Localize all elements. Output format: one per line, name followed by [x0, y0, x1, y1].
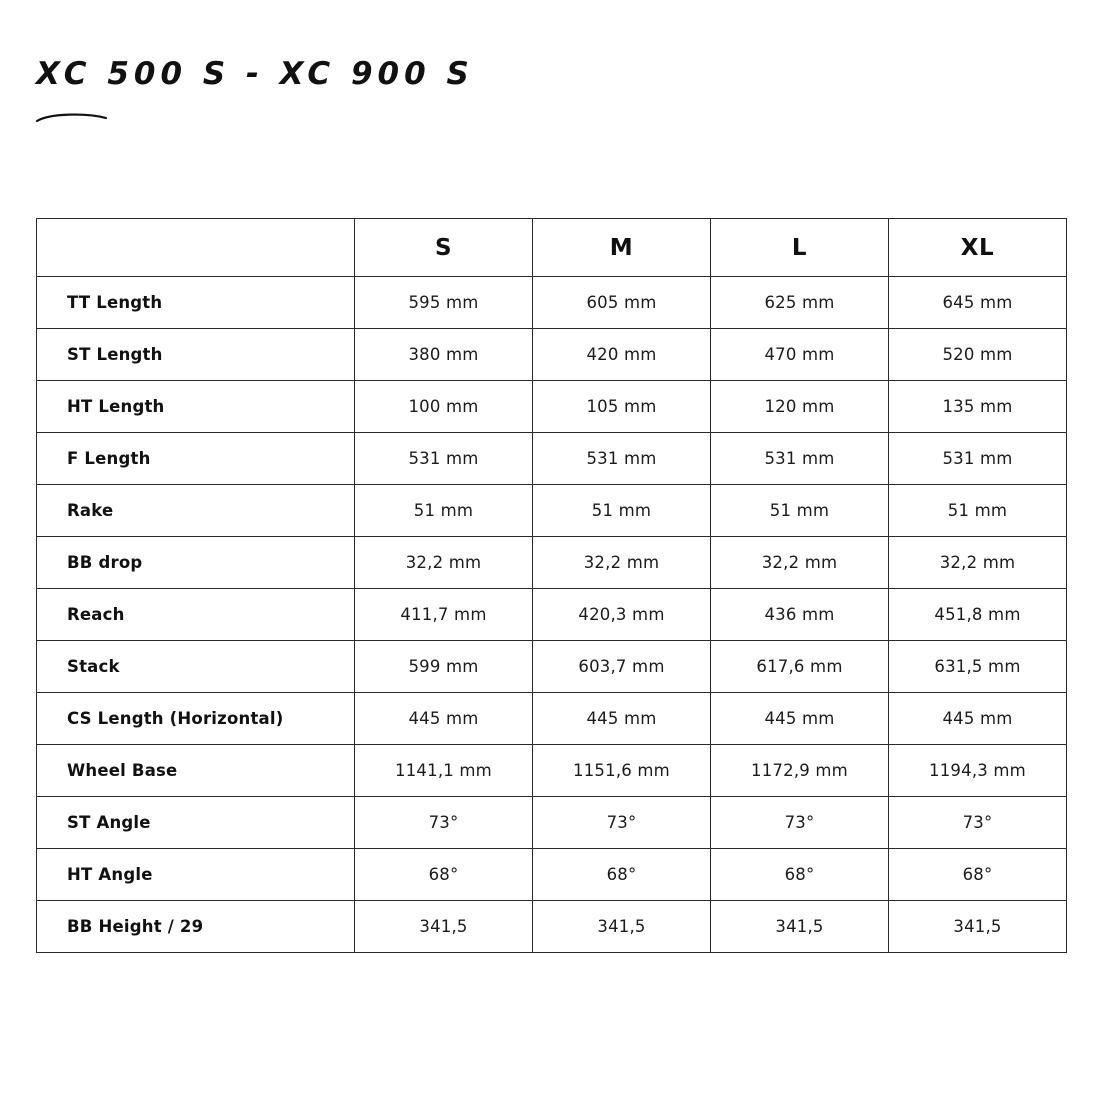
cell-value: 1151,6 mm	[533, 745, 711, 797]
cell-value: 341,5	[711, 901, 889, 953]
table-row	[37, 537, 1067, 589]
geometry-table	[36, 218, 1067, 953]
cell-value: 68°	[355, 849, 533, 901]
cell-value: 631,5 mm	[889, 641, 1067, 693]
cell-value: 32,2 mm	[355, 537, 533, 589]
cell-value: 341,5	[533, 901, 711, 953]
row-label: CS Length (Horizontal)	[37, 693, 355, 745]
table-header-row	[37, 219, 1067, 277]
cell-value: 1141,1 mm	[355, 745, 533, 797]
swoosh-underline-icon	[36, 112, 108, 124]
column-header-l: L	[711, 219, 889, 277]
geometry-table-container	[36, 218, 1066, 953]
table-row	[37, 277, 1067, 329]
cell-value: 32,2 mm	[711, 537, 889, 589]
cell-value: 100 mm	[355, 381, 533, 433]
row-label: Stack	[37, 641, 355, 693]
cell-value: 68°	[711, 849, 889, 901]
cell-value: 73°	[711, 797, 889, 849]
cell-value: 451,8 mm	[889, 589, 1067, 641]
page-header	[36, 56, 474, 128]
cell-value: 599 mm	[355, 641, 533, 693]
cell-value: 341,5	[355, 901, 533, 953]
cell-value: 32,2 mm	[533, 537, 711, 589]
cell-value: 105 mm	[533, 381, 711, 433]
cell-value: 445 mm	[889, 693, 1067, 745]
cell-value: 411,7 mm	[355, 589, 533, 641]
cell-value: 135 mm	[889, 381, 1067, 433]
row-label: Reach	[37, 589, 355, 641]
row-label: ST Length	[37, 329, 355, 381]
row-label: BB Height / 29	[37, 901, 355, 953]
cell-value: 341,5	[889, 901, 1067, 953]
column-header-m: M	[533, 219, 711, 277]
row-label: F Length	[37, 433, 355, 485]
table-row	[37, 693, 1067, 745]
cell-value: 51 mm	[355, 485, 533, 537]
cell-value: 531 mm	[711, 433, 889, 485]
table-row	[37, 433, 1067, 485]
cell-value: 51 mm	[711, 485, 889, 537]
cell-value: 520 mm	[889, 329, 1067, 381]
table-body	[37, 277, 1067, 953]
cell-value: 73°	[889, 797, 1067, 849]
row-label: HT Angle	[37, 849, 355, 901]
table-row	[37, 849, 1067, 901]
cell-value: 1172,9 mm	[711, 745, 889, 797]
cell-value: 531 mm	[533, 433, 711, 485]
cell-value: 73°	[533, 797, 711, 849]
table-row	[37, 797, 1067, 849]
cell-value: 73°	[355, 797, 533, 849]
row-label: Rake	[37, 485, 355, 537]
cell-value: 470 mm	[711, 329, 889, 381]
table-row	[37, 745, 1067, 797]
cell-value: 603,7 mm	[533, 641, 711, 693]
cell-value: 531 mm	[889, 433, 1067, 485]
row-label: Wheel Base	[37, 745, 355, 797]
cell-value: 380 mm	[355, 329, 533, 381]
cell-value: 605 mm	[533, 277, 711, 329]
cell-value: 51 mm	[533, 485, 711, 537]
cell-value: 625 mm	[711, 277, 889, 329]
cell-value: 645 mm	[889, 277, 1067, 329]
row-label: ST Angle	[37, 797, 355, 849]
cell-value: 420,3 mm	[533, 589, 711, 641]
cell-value: 617,6 mm	[711, 641, 889, 693]
cell-value: 420 mm	[533, 329, 711, 381]
cell-value: 436 mm	[711, 589, 889, 641]
column-header-xl: XL	[889, 219, 1067, 277]
row-label: HT Length	[37, 381, 355, 433]
table-row	[37, 381, 1067, 433]
table-header	[37, 219, 1067, 277]
table-row	[37, 589, 1067, 641]
cell-value: 51 mm	[889, 485, 1067, 537]
cell-value: 445 mm	[355, 693, 533, 745]
table-corner-cell	[37, 219, 355, 277]
cell-value: 445 mm	[533, 693, 711, 745]
cell-value: 68°	[533, 849, 711, 901]
column-header-s: S	[355, 219, 533, 277]
table-row	[37, 329, 1067, 381]
cell-value: 1194,3 mm	[889, 745, 1067, 797]
table-row	[37, 901, 1067, 953]
table-row	[37, 641, 1067, 693]
table-row	[37, 485, 1067, 537]
row-label: BB drop	[37, 537, 355, 589]
page-title: XC 500 S - XC 900 S	[36, 56, 474, 92]
cell-value: 32,2 mm	[889, 537, 1067, 589]
cell-value: 531 mm	[355, 433, 533, 485]
cell-value: 445 mm	[711, 693, 889, 745]
cell-value: 595 mm	[355, 277, 533, 329]
cell-value: 68°	[889, 849, 1067, 901]
row-label: TT Length	[37, 277, 355, 329]
cell-value: 120 mm	[711, 381, 889, 433]
